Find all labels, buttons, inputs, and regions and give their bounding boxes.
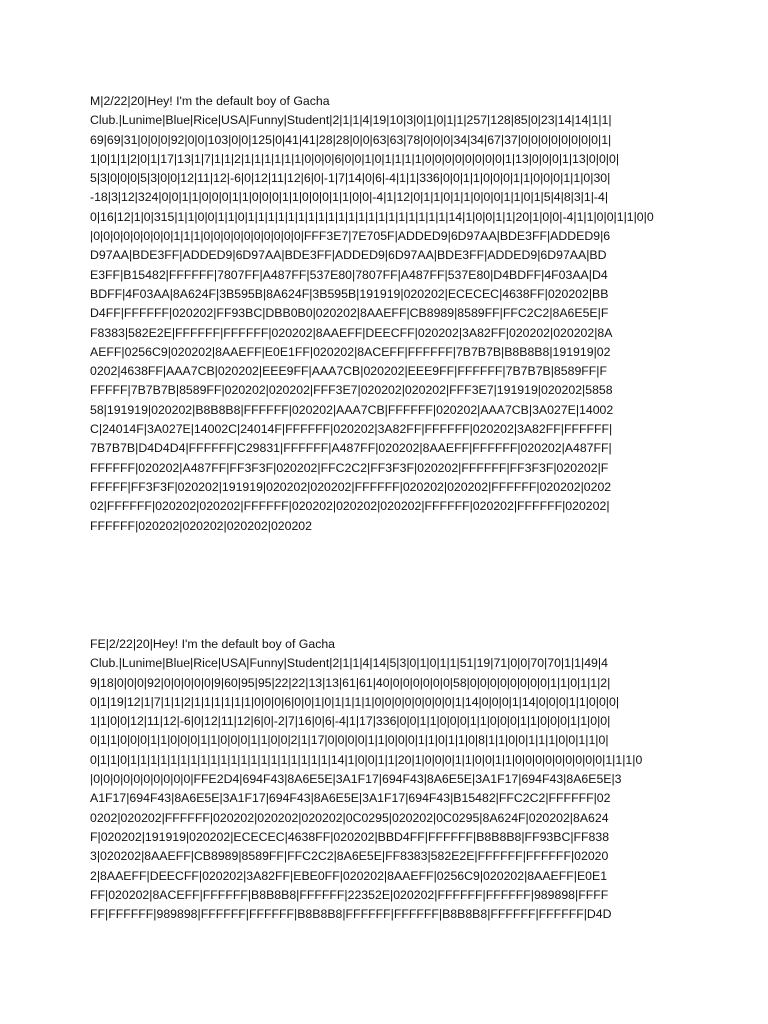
text-line: -18|3|12|324|0|0|1|1|0|0|0|1|1|0|0|0|1|1|0|0|0|1|1|0|0|-4|1|12|0|1|1|0|1|1|0|0|0|1|1|0|1|5|4|8|3|1|-4| — [90, 190, 609, 205]
text-line: FF|020202|8ACEFF|FFFFFF|B8B8B8|FFFFFF|22352E|020202|FFFFFF|FFFFFF|989898|FFFF — [90, 887, 609, 902]
text-line: 0|1|1|0|1|1|1|1|1|1|1|1|1|1|1|1|1|1|1|1|1|1|1|1|14|1|0|0|1|1|20|1|0|0|0|1|1|0|0|1|1|0|0|0|0|0|0|0|0|0|1|1|1|0 — [90, 752, 643, 767]
text-line: 9|18|0|0|0|92|0|0|0|0|0|9|60|95|95|22|22|13|13|61|61|40|0|0|0|0|0|0|58|0|0|0|0|0|0|0|0|1|1|0|1|1|2| — [90, 675, 611, 690]
text-line: D4FF|FFFFFF|020202|FF93BC|DBB0B0|020202|8AAEFF|CB8989|8589FF|FFC2C2|8A6E5E|F — [90, 306, 609, 321]
text-line: 1|0|1|1|2|0|1|17|13|1|7|1|1|2|1|1|1|1|1|1|0|0|0|6|0|0|1|0|1|1|1|1|0|0|0|0|0|0|0|0|1|13|0|0|0|1|13|0|0|0| — [90, 151, 620, 166]
text-line: M|2/22|20|Hey! I'm the default boy of Gacha — [90, 94, 330, 108]
text-line: FFFFF|7B7B7B|8589FF|020202|020202|FFF3E7|020202|020202|FFF3E7|191919|020202|5858 — [90, 383, 613, 398]
text-line: D97AA|BDE3FF|ADDED9|6D97AA|BDE3FF|ADDED9|6D97AA|BDE3FF|ADDED9|6D97AA|BD — [90, 248, 607, 263]
text-line: 1|1|0|0|12|11|12|-6|0|12|11|12|6|0|-2|7|16|0|6|-4|1|17|336|0|0|1|1|0|0|0|1|1|0|0|0|1|1|0|0|0|1|1|0|0| — [90, 714, 611, 729]
text-line: 7B7B7B|D4D4D4|FFFFFF|C29831|FFFFFF|A487FF|020202|8AAEFF|FFFFFF|020202|A487FF| — [90, 441, 612, 456]
text-line: F8383|582E2E|FFFFFF|FFFFFF|020202|8AAEFF|DEECFF|020202|3A82FF|020202|020202|8A — [90, 325, 613, 340]
text-line: 0202|020202|FFFFFF|020202|020202|020202|0C0295|020202|0C0295|8A624F|020202|8A624 — [90, 810, 609, 825]
text-line: FE|2/22|20|Hey! I'm the default boy of Gacha — [90, 637, 336, 651]
text-line: F|020202|191919|020202|ECECEC|4638FF|020202|BBD4FF|FFFFFF|B8B8B8|FF93BC|FF838 — [90, 829, 610, 844]
text-line: FFFFF|FF3F3F|020202|191919|020202|020202|FFFFFF|020202|020202|FFFFFF|020202|0202 — [90, 479, 612, 494]
text-line: 69|69|31|0|0|0|92|0|0|103|0|0|125|0|41|41|28|28|0|0|63|63|78|0|0|0|34|34|67|37|0|0|0|0|0|0|0|0|1| — [90, 132, 612, 147]
text-line: AEFF|0256C9|020202|8AAEFF|E0E1FF|020202|8ACEFF|FFFFFF|7B7B7B|B8B8B8|191919|02 — [90, 344, 611, 359]
text-line: 2|8AAEFF|DEECFF|020202|3A82FF|EBE0FF|020202|8AAEFF|0256C9|020202|8AAEFF|E0E1 — [90, 868, 608, 883]
text-line: FFFFFF|020202|020202|020202|020202 — [90, 518, 312, 533]
text-line: FF|FFFFFF|989898|FFFFFF|FFFFFF|B8B8B8|FFFFFF|FFFFFF|B8B8B8|FFFFFF|FFFFFF|D4D — [90, 907, 612, 922]
text-line: A1F17|694F43|8A6E5E|3A1F17|694F43|8A6E5E|3A1F17|694F43|B15482|FFC2C2|FFFFFF|02 — [90, 791, 611, 806]
text-line: BDFF|4F03AA|8A624F|3B595B|8A624F|3B595B|191919|020202|ECECEC|4638FF|020202|BB — [90, 286, 609, 301]
text-line: FFFFFF|020202|A487FF|FF3F3F|020202|FFC2C2|FF3F3F|020202|FFFFFF|FF3F3F|020202|F — [90, 460, 609, 475]
text-block-2 — [90, 635, 690, 924]
text-line: 0202|4638FF|AAA7CB|020202|EEE9FF|AAA7CB|020202|EEE9FF|FFFFFF|7B7B7B|8589FF|F — [90, 364, 608, 379]
text-line: |0|0|0|0|0|0|0|0|1|1|1|0|0|0|0|0|0|0|0|0|0|FFF3E7|7E705F|ADDED9|6D97AA|BDE3FF|ADDED9|6 — [90, 229, 611, 244]
text-line: C|24014F|3A027E|14002C|24014F|FFFFFF|020202|3A82FF|FFFFFF|020202|3A82FF|FFFFFF| — [90, 422, 613, 437]
text-line: 3|020202|8AAEFF|CB8989|8589FF|FFC2C2|8A6E5E|FF8383|582E2E|FFFFFF|FFFFFF|02020 — [90, 849, 609, 864]
text-line: 02|FFFFFF|020202|020202|FFFFFF|020202|020202|020202|FFFFFF|020202|FFFFFF|020202| — [90, 499, 610, 514]
text-line: |0|0|0|0|0|0|0|0|0|0|FFE2D4|694F43|8A6E5E|3A1F17|694F43|8A6E5E|3A1F17|694F43|8A6E5E|3 — [90, 772, 622, 787]
text-line: 5|3|0|0|0|5|3|0|0|12|11|12|-6|0|12|11|12|6|0|-1|7|14|0|6|-4|1|1|336|0|0|1|1|0|0|0|1|1|0|0|0|1|1|0|30| — [90, 171, 611, 186]
text-line: 58|191919|020202|B8B8B8|FFFFFF|020202|AAA7CB|FFFFFF|020202|AAA7CB|3A027E|14002 — [90, 402, 614, 417]
text-line: E3FF|B15482|FFFFFF|7807FF|A487FF|537E80|7807FF|A487FF|537E80|D4BDFF|4F03AA|D4 — [90, 267, 608, 282]
text-block-1 — [90, 92, 690, 536]
text-line: 0|16|12|1|0|315|1|1|0|0|1|1|0|1|1|1|1|1|1|1|1|1|1|1|1|1|1|1|1|1|1|1|1|14|1|0|0|1|1|20|1|0|0|-4|1|1|0|0|1|1|0|0 — [90, 209, 654, 224]
text-line: Club.|Lunime|Blue|Rice|USA|Funny|Student|2|1|1|4|14|5|3|0|1|0|1|1|51|19|71|0|0|70|70|1|1|49|4 — [90, 656, 608, 671]
text-line: 0|1|1|0|0|0|1|1|0|0|0|1|1|0|0|0|1|1|0|0|2|1|17|0|0|0|0|1|1|0|0|0|1|1|0|1|1|0|8|1|1|0|0|1|1|1|0|0|1|1|0| — [90, 733, 609, 748]
text-line: Club.|Lunime|Blue|Rice|USA|Funny|Student|2|1|1|4|19|10|3|0|1|0|1|1|257|128|85|0|23|14|14|1|1| — [90, 113, 612, 128]
text-line: 0|1|19|12|1|7|1|1|2|1|1|1|1|1|1|0|0|0|6|0|0|1|0|1|1|1|1|0|0|0|0|0|0|0|0|1|14|0|0|0|1|14|0|0|0|1|1|0|0|0| — [90, 694, 620, 709]
